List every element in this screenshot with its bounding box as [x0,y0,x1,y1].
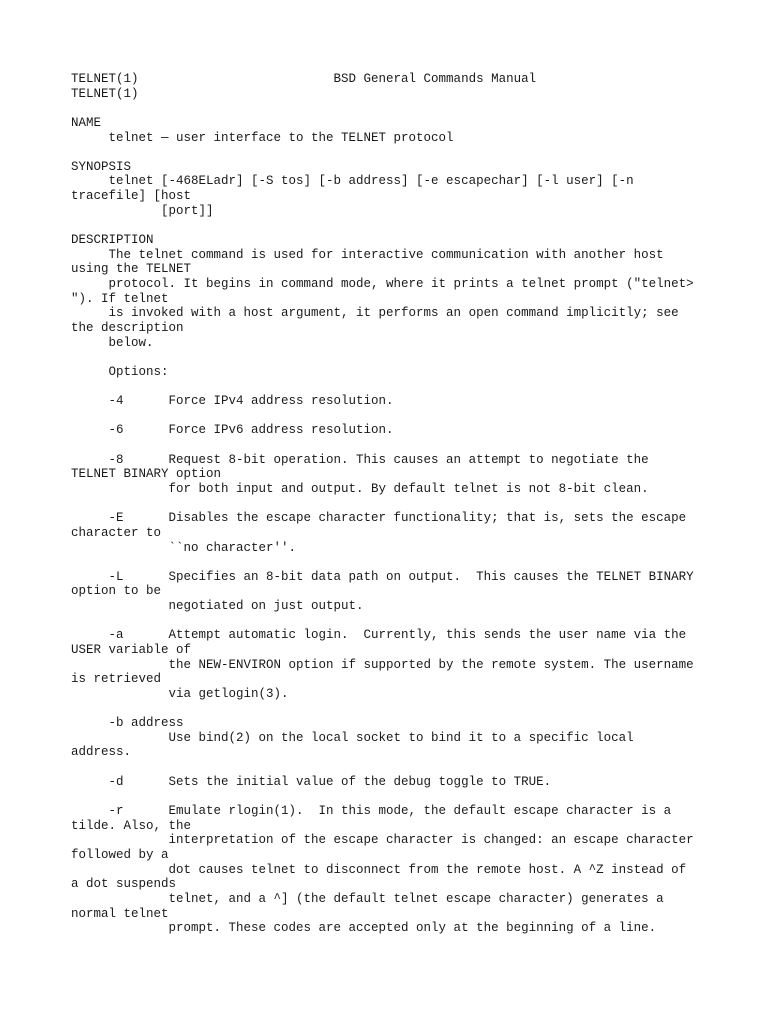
text-line: USER variable of [71,642,192,657]
text-line [71,101,731,116]
text-line: Use bind(2) on the local socket to bind it to a specific local [71,730,634,745]
text-line: TELNET(1) [71,86,139,101]
text-line: using the TELNET [71,262,192,277]
text-line: TELNET BINARY option [71,467,222,482]
text-line: protocol. It begins in command mode, where it prints a telnet prompt ("telnet> [71,276,694,291]
text-line: below. [71,335,154,350]
text-line: TELNET(1) BSD General Commands Manual [71,72,537,86]
text-line [71,409,731,424]
text-line: -a Attempt automatic login. Currently, this sends the user name via the [71,628,687,643]
text-line: NAME [71,115,102,130]
text-line [71,218,731,233]
text-line: -8 Request 8-bit operation. This causes an attempt to negotiate the [71,452,649,467]
man-page-text [71,72,731,936]
text-line: "). If telnet [71,291,169,306]
text-line [71,379,731,394]
text-line: -4 Force IPv4 address resolution. [71,394,394,409]
text-line: followed by a [71,847,169,862]
text-line: telnet, and a ^] (the default telnet escape character) generates a [71,891,664,906]
text-line: -6 Force IPv6 address resolution. [71,423,394,438]
text-line [71,760,731,775]
text-line: DESCRIPTION [71,233,154,248]
text-line: prompt. These codes are accepted only at the beginning of a line. [71,921,657,936]
text-line: is invoked with a host argument, it performs an open command implicitly; see [71,306,679,321]
text-line: telnet — user interface to the TELNET protocol [71,130,454,145]
text-line: address. [71,745,132,760]
text-line [71,145,731,160]
text-line: ``no character''. [71,540,297,555]
text-line: -r Emulate rlogin(1). In this mode, the default escape character is a [71,804,672,819]
text-line: telnet [-468ELadr] [-S tos] [-b address] [-e escapechar] [-l user] [-n [71,174,634,189]
text-line: -d Sets the initial value of the debug toggle to TRUE. [71,774,552,789]
text-line: negotiated on just output. [71,599,364,614]
text-line: is retrieved [71,672,162,687]
text-line: a dot suspends [71,877,177,892]
text-line: -L Specifies an 8-bit data path on output. This causes the TELNET BINARY [71,569,694,584]
text-line [71,497,731,512]
text-line: for both input and output. By default telnet is not 8-bit clean. [71,481,649,496]
text-line: Options: [71,364,169,379]
text-line: interpretation of the escape character is changed: an escape character [71,833,694,848]
text-line: The telnet command is used for interactive communication with another host [71,247,664,262]
text-line: tracefile] [host [71,189,192,204]
text-line: [port]] [71,203,214,218]
text-line: dot causes telnet to disconnect from the remote host. A ^Z instead of [71,862,687,877]
text-line [71,614,731,629]
text-line: -b address [71,716,184,731]
text-line: the description [71,320,184,335]
text-line [71,438,731,453]
text-line: option to be [71,584,162,599]
text-line [71,702,731,717]
text-line [71,789,731,804]
text-line: via getlogin(3). [71,686,289,701]
text-line [71,350,731,365]
text-line: -E Disables the escape character functionality; that is, sets the escape [71,511,687,526]
text-line: normal telnet [71,906,169,921]
text-line: character to [71,525,162,540]
text-line [71,555,731,570]
text-line: SYNOPSIS [71,159,132,174]
text-line: the NEW-ENVIRON option if supported by the remote system. The username [71,657,694,672]
text-line: tilde. Also, the [71,818,192,833]
